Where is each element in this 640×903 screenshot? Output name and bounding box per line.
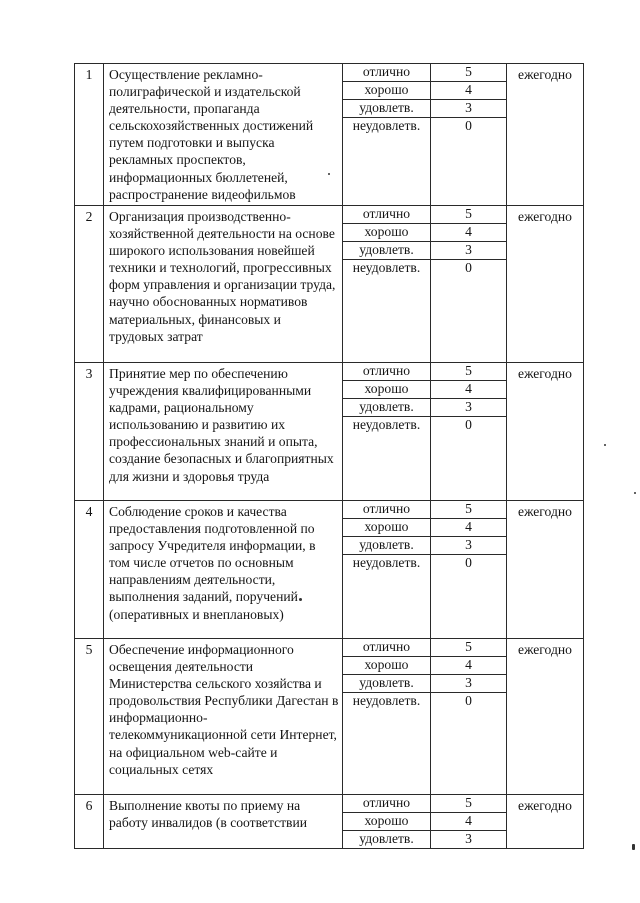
grade-cell <box>343 64 431 206</box>
scan-speck <box>604 444 606 446</box>
table-row <box>75 363 584 501</box>
row-number: 4 <box>75 501 104 639</box>
grade-label: удовлетв. <box>343 537 430 555</box>
score-value: 3 <box>431 399 506 417</box>
score-cell <box>431 795 507 849</box>
scan-speck <box>632 844 635 850</box>
row-description: Осуществление рекламно-полиграфической и издательской деятельности, пропаганда сельскохозяйственных достижений путем подготовки и выпуска рекламных проспектов, информационных бюллетеней, распространение видеофильмов <box>104 64 343 206</box>
grade-label: отлично <box>343 206 430 224</box>
grade-cell <box>343 363 431 501</box>
score-value: 3 <box>431 537 506 555</box>
grade-label: отлично <box>343 64 430 82</box>
grade-label: хорошо <box>343 813 430 831</box>
grade-label: неудовлетв. <box>352 260 421 275</box>
grade-label: отлично <box>343 501 430 519</box>
score-value: 4 <box>431 813 506 831</box>
score-cell <box>431 206 507 363</box>
grade-label: хорошо <box>343 381 430 399</box>
grade-cell <box>343 795 431 849</box>
table-row <box>75 795 584 849</box>
score-value: 3 <box>465 831 472 846</box>
grade-label: неудовлетв. <box>352 693 421 708</box>
grade-cell <box>343 639 431 795</box>
row-period: ежегодно <box>507 501 584 639</box>
grade-cell <box>343 206 431 363</box>
grade-label: неудовлетв. <box>352 417 421 432</box>
criteria-table <box>74 63 584 849</box>
score-cell <box>431 639 507 795</box>
score-value: 4 <box>431 657 506 675</box>
score-cell <box>431 501 507 639</box>
grade-label: хорошо <box>343 657 430 675</box>
score-cell <box>431 64 507 206</box>
grade-label: отлично <box>343 795 430 813</box>
grade-label: неудовлетв. <box>352 555 421 570</box>
score-value: 3 <box>431 100 506 118</box>
row-description: Принятие мер по обеспечению учреждения квалифицированными кадрами, рациональному использованию и развитию их профессиональных знаний и опыта, создание безопасных и благоприятных для жизни и здоровья труда <box>104 363 343 501</box>
row-period: ежегодно <box>507 64 584 206</box>
score-value: 5 <box>431 363 506 381</box>
grade-label: удовлетв. <box>343 399 430 417</box>
score-value: 5 <box>431 795 506 813</box>
score-value: 4 <box>431 519 506 537</box>
score-value: 5 <box>431 206 506 224</box>
scan-speck <box>328 173 330 175</box>
grade-label: хорошо <box>343 519 430 537</box>
score-value: 5 <box>431 639 506 657</box>
score-value: 0 <box>465 260 472 275</box>
grade-label: хорошо <box>343 224 430 242</box>
row-number: 2 <box>75 206 104 363</box>
row-description: Выполнение квоты по приему на работу инвалидов (в соответствии <box>104 795 343 849</box>
score-value: 4 <box>431 82 506 100</box>
score-value: 0 <box>465 693 472 708</box>
row-description: Соблюдение сроков и качества предоставления подготовленной по запросу Учредителя информации, в том числе отчетов по основным направлениям деятельности, выполнения заданий, поручений (оперативных и внеплановых) <box>104 501 343 639</box>
table-row <box>75 639 584 795</box>
score-value: 0 <box>465 555 472 570</box>
score-value: 0 <box>465 417 472 432</box>
row-period: ежегодно <box>507 363 584 501</box>
table-row <box>75 206 584 363</box>
score-value: 3 <box>431 675 506 693</box>
grade-label: удовлетв. <box>359 831 414 846</box>
grade-label: хорошо <box>343 82 430 100</box>
row-description: Обеспечение информационного освещения деятельности Министерства сельского хозяйства и продовольствия Республики Дагестан в информационно-телекоммуникационной сети Интернет, на официальном web-сайте и социальных сетях <box>104 639 343 795</box>
score-value: 3 <box>431 242 506 260</box>
row-period: ежегодно <box>507 795 584 849</box>
grade-label: неудовлетв. <box>352 118 421 133</box>
row-number: 6 <box>75 795 104 849</box>
grade-label: удовлетв. <box>343 242 430 260</box>
table-row <box>75 501 584 639</box>
score-value: 4 <box>431 381 506 399</box>
score-cell <box>431 363 507 501</box>
score-value: 5 <box>431 64 506 82</box>
row-number: 5 <box>75 639 104 795</box>
row-period: ежегодно <box>507 639 584 795</box>
row-number: 3 <box>75 363 104 501</box>
grade-cell <box>343 501 431 639</box>
grade-label: отлично <box>343 639 430 657</box>
scan-speck <box>299 598 302 601</box>
scan-speck <box>634 492 636 494</box>
row-period: ежегодно <box>507 206 584 363</box>
grade-label: удовлетв. <box>343 100 430 118</box>
score-value: 5 <box>431 501 506 519</box>
row-number: 1 <box>75 64 104 206</box>
grade-label: отлично <box>343 363 430 381</box>
score-value: 4 <box>431 224 506 242</box>
table-row <box>75 64 584 206</box>
score-value: 0 <box>465 118 472 133</box>
grade-label: удовлетв. <box>343 675 430 693</box>
row-description: Организация производственно-хозяйственной деятельности на основе широкого использования новейшей техники и технологий, прогрессивных форм управления и организации труда, научно обоснованных нормативов материальных, финансовых и трудовых затрат <box>104 206 343 363</box>
